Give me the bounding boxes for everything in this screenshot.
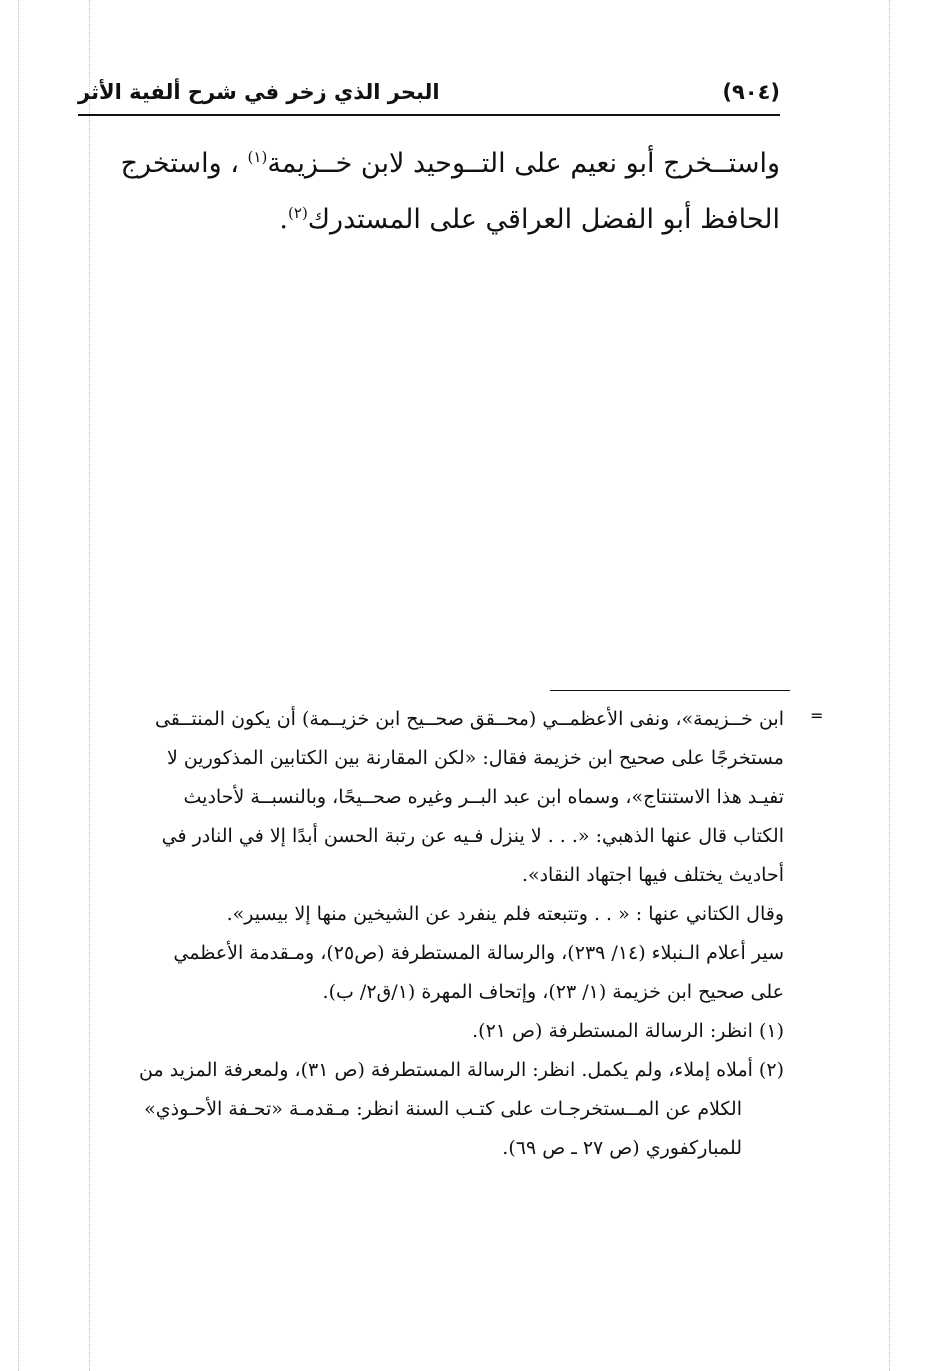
- main-line-2: الحافظ أبو الفضل العراقي على المستدرك$^{(٢)}$.: [279, 204, 780, 235]
- main-line-1: واستــخرج أبو نعيم على التــوحيد لابن خــزيمة$^{(١)}$ ، واستخرج: [120, 148, 780, 179]
- footnote-line: الكلام عن المــستخرجـات على كتـب السنة انظر: مـقدمـة «تحـفة الأحـوذي»: [144, 1098, 742, 1120]
- continuation-mark: =: [810, 706, 824, 725]
- page-header: [78, 72, 780, 116]
- page-number: (٩٠٤): [722, 80, 780, 104]
- footnote-line: وقال الكتاني عنها : « . . وتتبعته فلم ينفرد عن الشيخين منها إلا بيسير».: [226, 903, 784, 925]
- footnote-line: للمباركفوري (ص ٢٧ ـ ص ٦٩).: [502, 1137, 742, 1159]
- footnote-divider: [550, 690, 790, 691]
- book-title: البحر الذي زخر في شرح ألفية الأثر: [78, 80, 440, 104]
- main-text: [78, 136, 780, 248]
- footnote-1: (١) انظر: الرسالة المستطرفة (ص ٢١).: [472, 1020, 784, 1042]
- footnote-line: تفيـد هذا الاستنتاج»، وسماه ابن عبد البــر وغيره صحــيحًا، وبالنسبــة لأحاديث: [183, 786, 784, 808]
- footnote-line: مستخرجًا على صحيح ابن خزيمة فقال: «لكن المقارنة بين الكتابين المذكورين لا: [166, 747, 784, 769]
- footnote-line: أحاديث يختلف فيها اجتهاد النقاد».: [521, 864, 784, 886]
- scan-artifact-line: [889, 0, 890, 1371]
- footnote-line: ابن خــزيمة»، ونفى الأعظمــي (محــقق صحــيح ابن خزيــمة) أن يكون المنتــقى: [154, 708, 784, 730]
- footnote-ref-1[interactable]: (١): [247, 148, 268, 166]
- footnote-line: على صحيح ابن خزيمة (١/ ٢٣)، وإتحاف المهرة (١/ق٢/ ب).: [322, 981, 784, 1003]
- footnote-line: الكتاب قال عنها الذهبي: «. . . لا ينزل فـيه عن رتبة الحسن أبدًا إلا في النادر في: [161, 825, 784, 847]
- scan-artifact-line: [18, 0, 19, 1371]
- footnote-ref-2[interactable]: (٢): [288, 204, 308, 222]
- footnotes: [78, 700, 784, 1168]
- footnote-2: (٢) أملاه إملاء، ولم يكمل. انظر: الرسالة المستطرفة (ص ٣١)، ولمعرفة المزيد من: [139, 1059, 784, 1081]
- footnote-line: سير أعلام الـنبلاء (١٤/ ٢٣٩)، والرسالة المستطرفة (ص٢٥)، ومـقدمة الأعظمي: [173, 942, 784, 964]
